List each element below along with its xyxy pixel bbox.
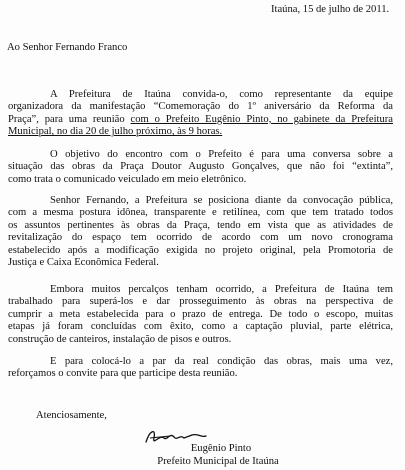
signer-title: Prefeito Municipal de Itaúna <box>157 456 279 467</box>
paragraph-line: os assuntos pertinentes às obras da Praça, tendo em vista que as atividades de <box>8 219 393 231</box>
letter-date: Itaúna, 15 de julho de 2011. <box>271 4 390 15</box>
paragraph-progress <box>8 284 393 346</box>
paragraph-line: Praça”, para uma reunião com o Prefeito Eugênio Pinto, no gabinete da Prefeitura <box>8 113 393 125</box>
paragraph-line: construção de canteiros, instalação de pisos e outros. <box>8 333 232 345</box>
paragraph-line: como trata o comunicado veiculado em meio eletrônico. <box>8 173 247 185</box>
paragraph-position <box>8 195 393 269</box>
paragraph-line: situação das obras da Praça Doutor Augusto Gonçalves, que não foi “extinta”, <box>8 161 393 173</box>
paragraph-line: Senhor Fernando, a Prefeitura se posiciona diante da convocação pública, <box>50 195 393 206</box>
paragraph-line: com a mesma postura idônea, transparente e retilínea, com que tem tratado todos <box>8 207 393 219</box>
underlined-phrase: com o Prefeito Eugênio Pinto, no gabinete da Prefeitura <box>130 113 393 125</box>
underlined-phrase: Municipal, no dia 20 de julho próximo, às 9 horas. <box>8 126 223 138</box>
paragraph-line: cumprir a meta estabelecida para o prazo de entrega. De todo o escopo, muitas <box>8 308 393 320</box>
paragraph-line: O objetivo do encontro com o Prefeito é para uma conversa sobre a <box>50 149 393 160</box>
paragraph-line: etapas já foram concluídas com êxito, como a captação pluvial, parte elétrica, <box>8 321 393 333</box>
paragraph-line <box>8 126 393 138</box>
paragraph-line: revitalização do espaço tem ocorrido de acordo com um novo cronograma <box>8 232 393 244</box>
paragraph-line: trabalhado para superá-los e dar prosseguimento às obras na perspectiva de <box>8 296 393 308</box>
closing-salutation: Atenciosamente, <box>36 410 107 421</box>
paragraph-line: estabelecido após a modificação exigida no projeto original, pela Promotoria de <box>8 244 393 256</box>
addressee-line: Ao Senhor Fernando Franco <box>7 42 128 53</box>
paragraph-line: organizadora da manifestação “Comemoração do 1º aniversário da Reforma da <box>8 101 393 113</box>
paragraph-line: A Prefeitura de Itaúna convida-o, como representante da equipe <box>50 89 393 100</box>
paragraph-line: reforçamos o convite para que participe desta reunião. <box>8 368 238 380</box>
signer-name: Eugênio Pinto <box>190 443 252 454</box>
paragraph-line: Embora muitos percalços tenham ocorrido, a Prefeitura de Itaúna tem <box>50 284 393 295</box>
paragraph-invitation <box>8 89 393 139</box>
paragraph-objective <box>8 149 393 186</box>
paragraph-line: E para colocá-lo a par da real condição das obras, mais uma vez, <box>50 356 393 367</box>
paragraph-line: Justiça e Caixa Econômica Federal. <box>8 257 159 269</box>
paragraph-reinforcement <box>8 356 393 381</box>
